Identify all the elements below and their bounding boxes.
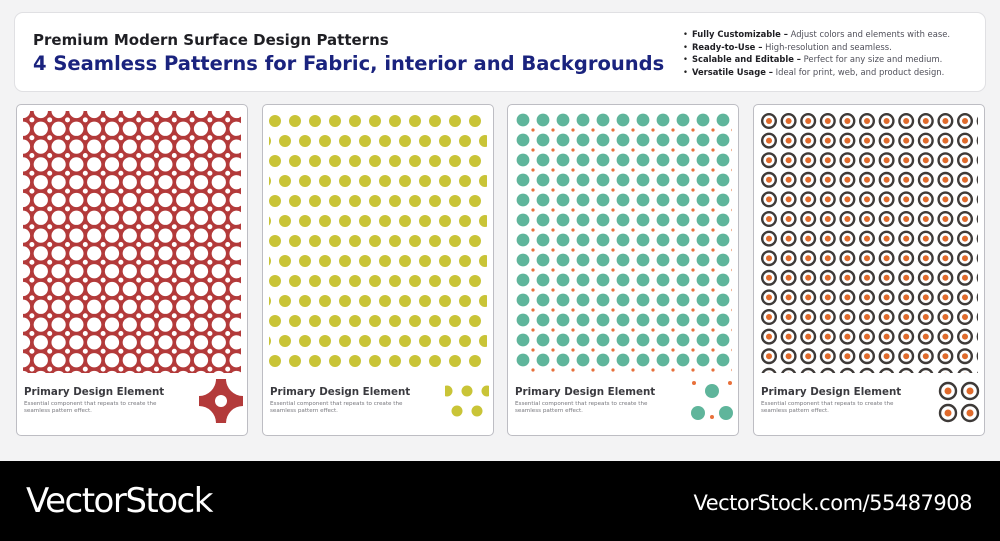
feature-label: Fully Customizable – <box>691 29 788 39</box>
pattern-card-red[interactable] <box>16 104 248 436</box>
feature-item <box>683 28 950 41</box>
teal-dots-pattern <box>514 111 732 373</box>
element-title: Primary Design Element <box>24 386 165 398</box>
feature-label: Ready-to-Use – <box>691 41 763 52</box>
pattern-card-rings[interactable] <box>753 104 985 436</box>
feature-list <box>683 28 950 78</box>
feature-text: Perfect for any size and medium. <box>803 54 943 64</box>
feature-text: Ideal for print, web, and product design. <box>775 66 945 77</box>
page-title: Premium Modern Surface Design Patterns <box>33 31 389 49</box>
bullet-icon: • <box>683 54 688 64</box>
feature-item <box>683 66 950 79</box>
rings-pattern <box>760 111 978 373</box>
bullet-icon: • <box>683 41 688 52</box>
pattern-card-yellow[interactable] <box>262 104 494 436</box>
footer-bar <box>0 461 1000 541</box>
red-lattice-element-thumbnail <box>199 379 243 423</box>
element-description: Essential component that repeats to create the seamless pattern effect. <box>515 401 648 414</box>
element-description: Essential component that repeats to create the seamless pattern effect. <box>24 401 157 414</box>
element-title: Primary Design Element <box>761 386 902 398</box>
feature-text: Adjust colors and elements with ease. <box>790 29 951 39</box>
brand-logo: VectorStock <box>26 481 212 521</box>
bullet-icon: • <box>683 29 688 39</box>
element-title: Primary Design Element <box>515 386 656 398</box>
red-lattice-pattern <box>23 111 241 373</box>
feature-item <box>683 53 950 66</box>
feature-label: Scalable and Editable – <box>691 54 801 64</box>
yellow-dots-element-thumbnail <box>445 379 489 423</box>
header-panel <box>14 12 986 92</box>
feature-label: Versatile Usage – <box>691 66 773 77</box>
teal-dots-element-thumbnail <box>690 379 734 423</box>
element-title: Primary Design Element <box>270 386 411 398</box>
bullet-icon: • <box>683 66 688 77</box>
element-description: Essential component that repeats to create the seamless pattern effect. <box>761 401 894 414</box>
rings-element-thumbnail <box>936 379 980 423</box>
page-subtitle: 4 Seamless Patterns for Fabric, interior and Backgrounds <box>33 52 665 75</box>
yellow-dots-pattern <box>269 111 487 373</box>
stock-id: VectorStock.com/55487908 <box>693 491 972 515</box>
pattern-card-teal[interactable] <box>507 104 739 436</box>
feature-text: High-resolution and seamless. <box>765 41 892 52</box>
element-description: Essential component that repeats to create the seamless pattern effect. <box>270 401 403 414</box>
feature-item <box>683 41 950 54</box>
